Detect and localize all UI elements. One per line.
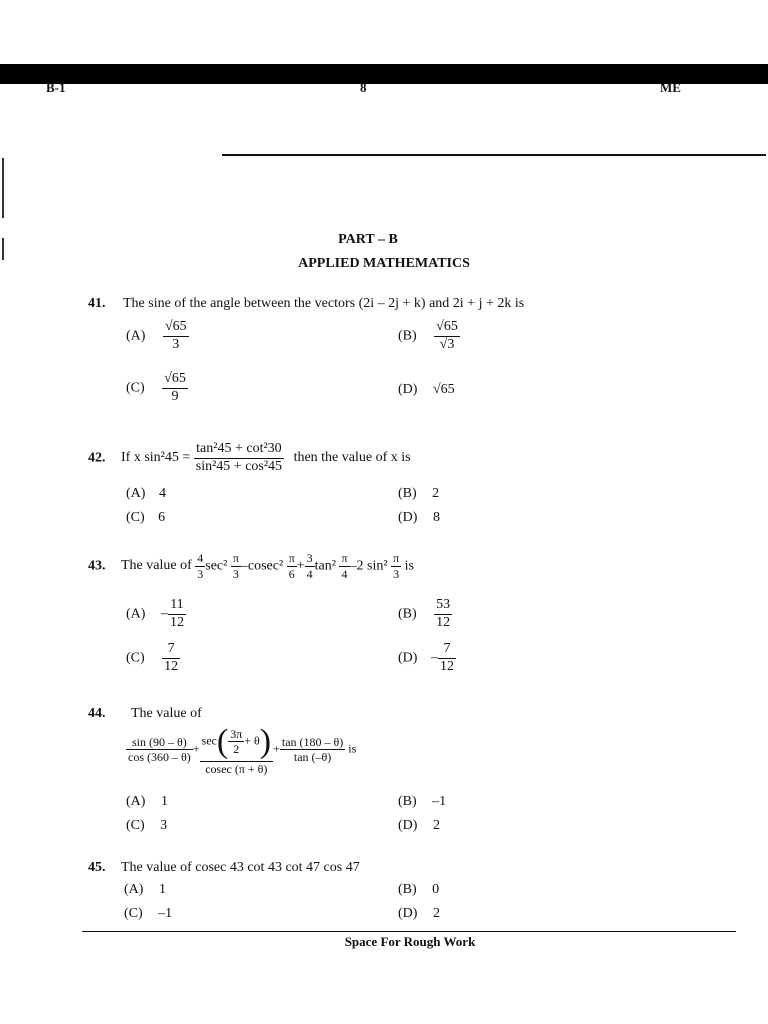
fraction-denominator: cos (360 – θ) — [128, 750, 191, 765]
fraction-numerator: 3 — [306, 551, 313, 565]
fraction-denominator: 3 — [393, 566, 400, 581]
fraction-numerator: 53 — [434, 598, 452, 615]
option-value: 2 — [432, 818, 440, 833]
option-label: (C) — [124, 906, 143, 921]
part-title: PART – B — [338, 232, 398, 247]
option-fraction — [438, 642, 456, 674]
question-number: 41. — [88, 296, 106, 311]
question-text: The sine of the angle between the vectors (2i – 2j + k) and 2i + j + 2k is — [123, 296, 525, 311]
fraction-numerator: 4 — [197, 551, 204, 565]
option-value: 0 — [432, 882, 440, 897]
term-function: tan² — [314, 558, 336, 574]
fraction-numerator: π — [288, 551, 295, 565]
q43-option-c[interactable] — [126, 642, 180, 674]
left-paren: ( — [216, 723, 229, 760]
option-label: (D) — [398, 818, 418, 833]
question-43 — [88, 552, 414, 580]
option-label: (B) — [398, 794, 417, 809]
question-text-start: The value of — [121, 558, 192, 574]
fraction-denominator: 12 — [436, 614, 451, 630]
q42-option-a[interactable] — [126, 486, 166, 502]
option-value: 1 — [160, 794, 168, 809]
fraction-denominator: 9 — [171, 388, 179, 404]
fraction-numerator: 7 — [438, 642, 456, 659]
top-rule — [222, 154, 766, 156]
fraction-denominator: 3 — [197, 566, 204, 581]
question-45 — [88, 860, 360, 876]
question-prefix: If x sin²45 = — [121, 450, 191, 466]
term-function: sec² — [205, 558, 228, 574]
fraction-numerator: 3π — [230, 726, 243, 741]
option-label: (D) — [398, 382, 418, 397]
option-sign: – — [160, 606, 168, 622]
fraction-denominator: tan (–θ) — [293, 750, 332, 765]
option-label: (B) — [398, 882, 417, 897]
fraction-denominator: √3 — [439, 336, 455, 352]
expr-plus: + — [273, 741, 280, 756]
fraction-denominator: 12 — [169, 614, 184, 630]
option-fraction — [162, 372, 188, 404]
term-argument — [391, 552, 401, 580]
fraction-numerator: π — [232, 551, 239, 565]
q45-option-d[interactable] — [398, 906, 440, 922]
option-sign: – — [430, 650, 438, 666]
q43-option-b[interactable] — [398, 598, 452, 630]
q41-option-c[interactable] — [126, 372, 188, 404]
inner-fraction — [228, 728, 244, 756]
option-value: 2 — [432, 486, 440, 501]
option-label: (B) — [398, 606, 417, 622]
fraction-numerator: π — [341, 551, 348, 565]
expr-plus: + — [192, 741, 200, 756]
option-value: √65 — [432, 382, 455, 397]
term-operator: –cosec² — [240, 558, 284, 574]
option-fraction — [434, 598, 452, 630]
question-text: The value of cosec 43 cot 43 cot 47 cos 47 — [121, 860, 360, 875]
term-coefficient — [305, 552, 315, 580]
left-margin-mark — [2, 158, 4, 218]
expr-fraction-3 — [280, 736, 345, 764]
option-value: 2 — [432, 906, 440, 921]
fraction-denominator: 4 — [306, 566, 313, 581]
fraction-numerator — [200, 724, 274, 762]
fraction-numerator: tan²45 + cot²30 — [194, 442, 284, 459]
q44-option-c[interactable] — [126, 818, 167, 834]
fraction-numerator: √65 — [163, 320, 189, 337]
term-operator: –2 sin² — [349, 558, 388, 574]
term-argument — [231, 552, 241, 580]
rough-work-label: Space For Rough Work — [344, 934, 476, 949]
question-text: The value of — [131, 706, 202, 721]
q44-option-a[interactable] — [126, 794, 168, 810]
question-41 — [88, 296, 524, 312]
q45-option-a[interactable] — [124, 882, 166, 898]
question-number: 44. — [88, 706, 106, 721]
q45-option-b[interactable] — [398, 882, 439, 898]
question-number: 43. — [88, 558, 106, 574]
option-label: (C) — [126, 510, 145, 525]
option-label: (A) — [126, 486, 146, 501]
term-coefficient — [195, 552, 205, 580]
fraction-numerator: 11 — [168, 598, 186, 615]
option-fraction — [434, 320, 460, 352]
option-value: –1 — [432, 794, 447, 809]
question-42 — [88, 442, 411, 474]
fraction-denominator: 3 — [232, 566, 239, 581]
term-argument — [339, 552, 349, 580]
q45-option-c[interactable] — [124, 906, 172, 922]
option-fraction — [162, 642, 180, 674]
question-number: 42. — [88, 450, 106, 466]
q43-option-a[interactable] — [126, 598, 186, 630]
fraction-numerator: π — [393, 551, 400, 565]
header-right-code: ME — [660, 80, 681, 95]
right-paren: ) — [259, 723, 272, 760]
option-label: (A) — [126, 328, 146, 344]
q41-option-d[interactable] — [398, 382, 455, 398]
fraction-denominator: 6 — [288, 566, 295, 581]
q44-option-d[interactable] — [398, 818, 440, 834]
q42-option-d[interactable] — [398, 510, 440, 526]
option-value: 3 — [160, 818, 168, 833]
option-label: (C) — [126, 818, 145, 833]
q42-option-b[interactable] — [398, 486, 439, 502]
question-suffix: then the value of x is — [293, 450, 411, 466]
question-fraction — [194, 442, 284, 474]
option-label: (B) — [398, 486, 417, 501]
q44-option-b[interactable] — [398, 794, 446, 810]
option-label: (A) — [124, 882, 144, 897]
bottom-rule — [82, 931, 736, 932]
option-label: (D) — [398, 906, 418, 921]
option-value: 1 — [158, 882, 166, 897]
expr-fraction-1 — [126, 736, 193, 764]
expr-fraction-2 — [200, 724, 274, 775]
header-page-number: 8 — [360, 80, 367, 95]
fraction-numerator: √65 — [162, 372, 188, 389]
option-value: 4 — [158, 486, 166, 501]
header-left-code: B-1 — [46, 80, 66, 95]
fraction-denominator: sin²45 + cos²45 — [195, 458, 283, 474]
fraction-denominator: cosec (π + θ) — [205, 761, 268, 776]
option-label: (B) — [398, 328, 417, 344]
fraction-numerator: 7 — [162, 642, 180, 659]
option-label: (C) — [126, 650, 145, 666]
sec-function: sec — [201, 733, 217, 748]
term-operator: + — [296, 558, 305, 574]
fraction-numerator: sin (90 – θ) — [126, 736, 193, 751]
header-black-band — [0, 64, 768, 84]
option-label: (D) — [398, 650, 418, 666]
inner-rest: + θ — [244, 733, 260, 748]
question-number: 45. — [88, 860, 106, 875]
part-subtitle: APPLIED MATHEMATICS — [298, 256, 470, 271]
question-text-end: is — [404, 558, 414, 574]
q44-expression — [126, 724, 356, 775]
fraction-denominator: 12 — [439, 658, 454, 674]
option-label: (C) — [126, 380, 145, 396]
question-44 — [88, 706, 202, 722]
option-label: (D) — [398, 510, 418, 525]
fraction-denominator: 2 — [233, 742, 240, 757]
fraction-denominator: 12 — [164, 658, 179, 674]
term-argument — [287, 552, 297, 580]
fraction-denominator: 3 — [172, 336, 180, 352]
q42-option-c[interactable] — [126, 510, 165, 526]
q41-option-a[interactable] — [126, 320, 189, 352]
option-label: (A) — [126, 606, 146, 622]
option-value: 6 — [158, 510, 166, 525]
option-value: 8 — [432, 510, 440, 525]
option-label: (A) — [126, 794, 146, 809]
fraction-denominator: 4 — [341, 566, 348, 581]
q41-option-b[interactable] — [398, 320, 460, 352]
q43-option-d[interactable] — [398, 642, 456, 674]
fraction-numerator: tan (180 – θ) — [281, 734, 344, 749]
expr-suffix: is — [348, 741, 357, 756]
option-fraction — [163, 320, 189, 352]
option-fraction — [168, 598, 186, 630]
option-value: –1 — [158, 906, 173, 921]
fraction-numerator: √65 — [434, 320, 460, 337]
